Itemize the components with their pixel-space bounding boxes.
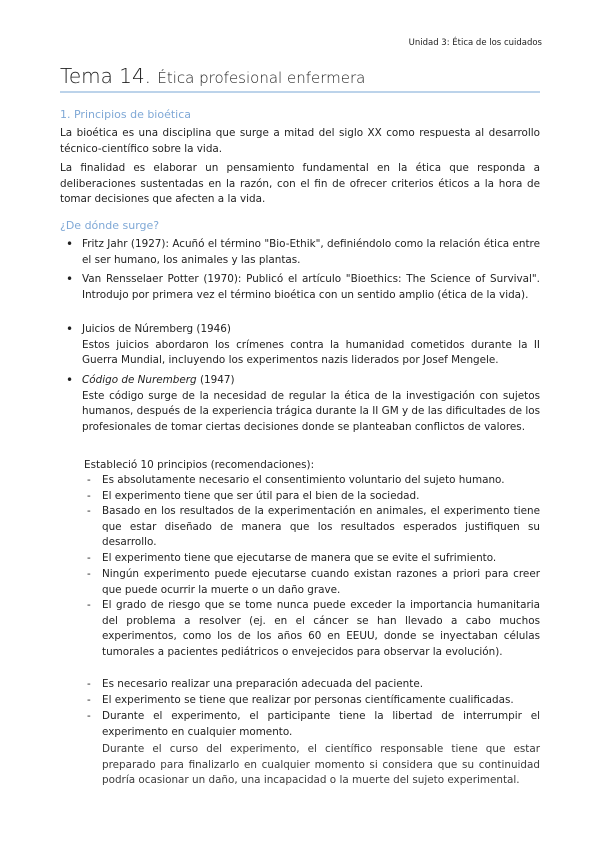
principle-note: Durante el curso del experimento, el científico responsable tiene que estar preparado para finalizarlo en cualquier momento si considera que su continuidad podría ocasionar un daño, una incapacidad o la muerte del sujeto experimental.	[102, 743, 540, 786]
title-number: Tema 14.	[60, 64, 152, 88]
principle-item: - El experimento tiene que ejecutarse de manera que se evite el sufrimiento.	[102, 551, 540, 567]
title-text: Ética profesional enfermera	[157, 69, 366, 87]
principle-item: - Es absolutamente necesario el consentimiento voluntario del sujeto humano.	[102, 473, 540, 489]
section-heading: 1. Principios de bioética	[60, 108, 192, 121]
origin-item	[82, 322, 540, 369]
origin-item-title	[82, 373, 540, 389]
origin-item-title: • Juicios de Núremberg (1946)	[82, 323, 231, 335]
origin-item-title-rest: (1947)	[196, 374, 235, 386]
principle-item: - Es necesario realizar una preparación adecuada del paciente.	[102, 677, 540, 693]
principle-item: - El experimento tiene que ser útil para el bien de la sociedad.	[102, 489, 540, 505]
principle-item: - El grado de riesgo que se tome nunca puede exceder la importancia humanitaria del problema a resolver (ej. en el cáncer se han llevado a cabo muchos experimentos, como los de los años 60 en EEUU, donde se inyectaban células tumorales a pacientes pediátricos o envejecidos para observar la evolución).	[102, 598, 540, 660]
origin-heading: ¿De dónde surge?	[60, 219, 160, 232]
page-title	[60, 64, 365, 88]
origin-item-text: Estos juicios abordaron los crímenes contra la humanidad cometidos durante la II Guerra Mundial, incluyendo los experimentos nazis liderados por Josef Mengele.	[82, 338, 540, 366]
principle-item: - Durante el experimento, el participante tiene la libertad de interrumpir el experimento en cualquier momento.	[102, 709, 540, 740]
origin-item	[82, 373, 540, 435]
running-head: Unidad 3: Ética de los cuidados	[408, 38, 542, 48]
origin-item: • Van Rensselaer Potter (1970): Publicó el artículo "Bioethics: The Science of Survival". Introdujo por primera vez el término bioética con un sentido amplio (ética de la vida).	[82, 272, 540, 303]
principles-intro: Estableció 10 principios (recomendaciones):	[84, 459, 315, 471]
principle-item: - Basado en los resultados de la experimentación en animales, el experimento tiene que estar diseñado de manera que los resultados esperados justifiquen su desarrollo.	[102, 504, 540, 551]
principle-item: - El experimento se tiene que realizar por personas científicamente cualificadas.	[102, 693, 540, 709]
origin-item-title-italic: Código de Nuremberg	[82, 374, 197, 386]
origin-item: • Fritz Jahr (1927): Acuñó el término "Bio-Ethik", definiéndolo como la relación ética entre el ser humano, los animales y las plantas.	[82, 237, 540, 268]
origin-item-text: Este código surge de la necesidad de regular la ética de la investigación con sujetos humanos, después de la experiencia trágica durante la II GM y de las dificultades de los profesionales de tomar ciertas decisiones donde se planteaban conflictos de valores.	[82, 389, 540, 433]
principle-item: - Ningún experimento puede ejecutarse cuando existan razones a priori para creer que puede ocurrir la muerte o un daño grave.	[102, 567, 540, 598]
intro-paragraph-1: La bioética es una disciplina que surge a mitad del siglo XX como respuesta al desarrollo técnico-científico sobre la vida.	[60, 127, 540, 155]
intro-paragraph-2: La finalidad es elaborar un pensamiento fundamental en la ética que responda a deliberaciones sustentadas en la razón, con el fin de ofrecer criterios éticos a la hora de tomar decisiones que afecten a la vida.	[60, 162, 540, 205]
title-rule	[60, 91, 540, 93]
